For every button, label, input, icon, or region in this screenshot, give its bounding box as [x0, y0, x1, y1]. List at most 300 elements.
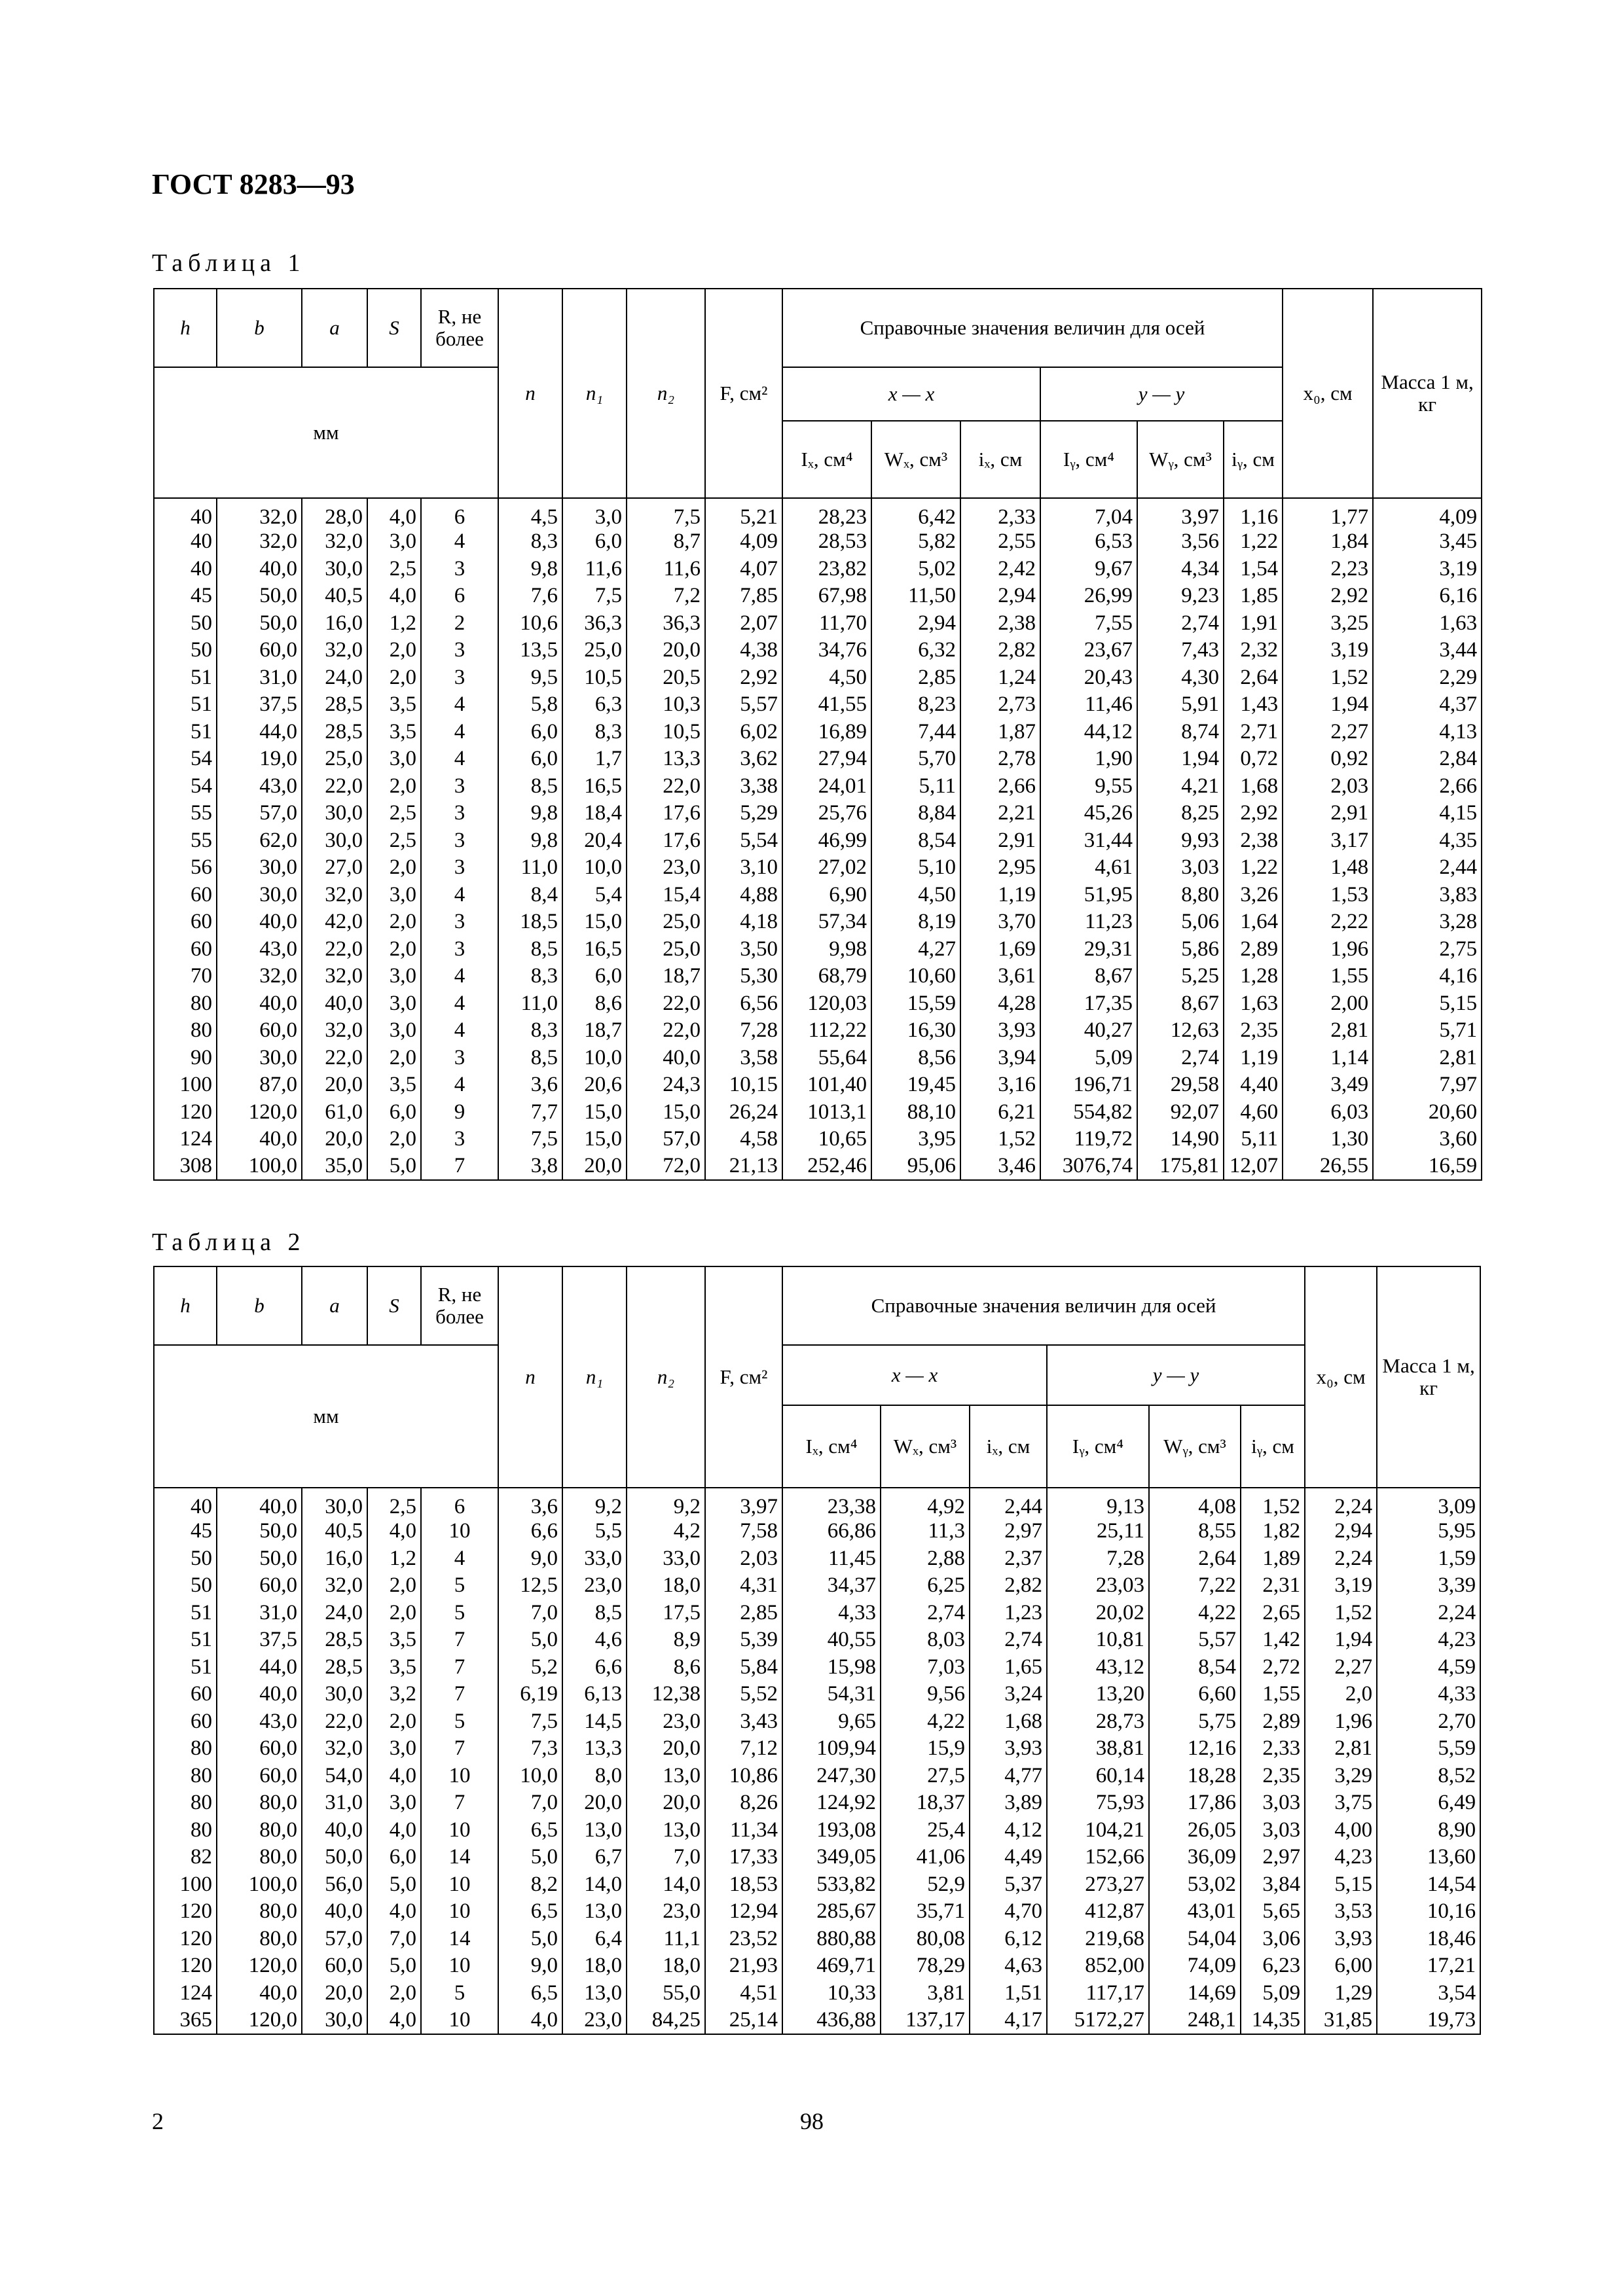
table-cell: 20,5 — [627, 664, 705, 692]
table-cell: 26,99 — [1040, 583, 1137, 610]
table-cell: 9,8 — [498, 827, 562, 855]
table-cell: 15,98 — [782, 1654, 881, 1681]
table-cell: 3,26 — [1224, 882, 1283, 909]
table-cell: 15,59 — [871, 990, 960, 1018]
table-cell: 11,6 — [627, 556, 705, 583]
table-cell: 100 — [154, 1071, 217, 1099]
table-cell: 3 — [421, 854, 498, 882]
table-cell: 10,5 — [562, 664, 627, 692]
page-number-center: 98 — [800, 2108, 824, 2134]
table-cell: 3,0 — [367, 1735, 421, 1763]
table-cell: 26,55 — [1283, 1153, 1373, 1181]
table-cell: 1,94 — [1305, 1626, 1377, 1654]
table-cell: 5,71 — [1373, 1017, 1482, 1045]
table-cell: 1,48 — [1283, 854, 1373, 882]
table-cell: 5,84 — [705, 1654, 782, 1681]
table-row — [154, 1600, 1480, 1627]
table-row — [154, 1735, 1480, 1763]
table-cell: 7,85 — [705, 583, 782, 610]
wy-header: Wᵧ, см³ — [1163, 1434, 1226, 1458]
table-cell: 80 — [154, 1763, 217, 1790]
table-cell: 2,65 — [1241, 1600, 1305, 1627]
table-row — [154, 1844, 1480, 1871]
table-cell: 17,35 — [1040, 990, 1137, 1018]
r-header: R, не более — [435, 1282, 484, 1328]
table-cell: 3,09 — [1377, 1488, 1480, 1518]
table-cell: 80,08 — [881, 1926, 970, 1953]
x-axis-header: x — x — [888, 382, 935, 405]
table-cell: 1,7 — [562, 745, 627, 773]
table-cell: 6,5 — [498, 1898, 562, 1926]
table-cell: 7 — [421, 1789, 498, 1817]
table-cell: 11,0 — [498, 990, 562, 1018]
table-cell: 29,31 — [1040, 936, 1137, 963]
table-cell: 6,0 — [562, 963, 627, 990]
x-axis-header: x — x — [891, 1363, 938, 1386]
table-row — [154, 745, 1482, 773]
table-cell: 80,0 — [217, 1844, 302, 1871]
table-row — [154, 1763, 1480, 1790]
table-cell: 2,03 — [1283, 773, 1373, 800]
table-cell: 2,95 — [960, 854, 1040, 882]
table-cell: 8,03 — [881, 1626, 970, 1654]
table-cell: 31,44 — [1040, 827, 1137, 855]
table-cell: 6,3 — [562, 691, 627, 719]
table-cell: 3,0 — [367, 745, 421, 773]
table-cell: 219,68 — [1047, 1926, 1149, 1953]
table-cell: 6,0 — [562, 528, 627, 556]
table-cell: 2,0 — [1305, 1681, 1377, 1708]
table-cell: 50 — [154, 1572, 217, 1600]
n-header: n — [525, 381, 536, 404]
table-cell: 13,0 — [562, 1898, 627, 1926]
table-cell: 60,0 — [217, 1572, 302, 1600]
table-cell: 11,6 — [562, 556, 627, 583]
table-cell: 40,0 — [302, 1817, 367, 1844]
n1-header: n₁ — [585, 381, 604, 404]
table-cell: 6,7 — [562, 1844, 627, 1871]
table-cell: 25,0 — [627, 908, 705, 936]
table-cell: 4 — [421, 1017, 498, 1045]
table-cell: 3,6 — [498, 1488, 562, 1518]
table-cell: 5,25 — [1137, 963, 1224, 990]
table-cell: 40 — [154, 498, 217, 528]
table-cell: 60,0 — [217, 1763, 302, 1790]
table-cell: 1,96 — [1283, 936, 1373, 963]
table-cell: 5,11 — [871, 773, 960, 800]
table-cell: 34,76 — [782, 637, 871, 664]
table-cell: 14 — [421, 1926, 498, 1953]
table-cell: 5,39 — [705, 1626, 782, 1654]
wx-header: Wₓ, см³ — [884, 447, 948, 471]
table-cell: 5,70 — [871, 745, 960, 773]
table-cell: 20,0 — [302, 1126, 367, 1153]
table-cell: 3,53 — [1305, 1898, 1377, 1926]
table-cell: 1,19 — [1224, 1045, 1283, 1072]
table-cell: 4 — [421, 963, 498, 990]
table-cell: 60 — [154, 908, 217, 936]
table-cell: 3,03 — [1241, 1817, 1305, 1844]
table-cell: 2,64 — [1149, 1545, 1241, 1573]
table-cell: 252,46 — [782, 1153, 871, 1181]
table-cell: 24,3 — [627, 1071, 705, 1099]
table-row — [154, 936, 1482, 963]
table-cell: 12,63 — [1137, 1017, 1224, 1045]
table-cell: 28,53 — [782, 528, 871, 556]
table-cell: 8,54 — [871, 827, 960, 855]
table-cell: 2,0 — [367, 773, 421, 800]
table-cell: 20,0 — [627, 1735, 705, 1763]
table-cell: 20,6 — [562, 1071, 627, 1099]
table-cell: 32,0 — [217, 528, 302, 556]
table-cell: 6,42 — [871, 498, 960, 528]
table-cell: 10,16 — [1377, 1898, 1480, 1926]
table-cell: 1,68 — [1224, 773, 1283, 800]
table-cell: 349,05 — [782, 1844, 881, 1871]
table-cell: 15,4 — [627, 882, 705, 909]
table-cell: 40,0 — [217, 556, 302, 583]
table-cell: 23,38 — [782, 1488, 881, 1518]
table-cell: 3 — [421, 936, 498, 963]
table-cell: 4,33 — [782, 1600, 881, 1627]
table-cell: 36,3 — [627, 610, 705, 637]
table-cell: 412,87 — [1047, 1898, 1149, 1926]
table-cell: 15,0 — [562, 908, 627, 936]
table-cell: 2,0 — [367, 1600, 421, 1627]
table-row — [154, 1545, 1480, 1573]
table-cell: 40,0 — [217, 908, 302, 936]
table-cell: 3,97 — [705, 1488, 782, 1518]
table-cell: 10 — [421, 1952, 498, 1980]
table-cell: 38,81 — [1047, 1735, 1149, 1763]
table-row — [154, 1488, 1480, 1518]
table-cell: 3,25 — [1283, 610, 1373, 637]
table-cell: 1,22 — [1224, 528, 1283, 556]
table-cell: 32,0 — [302, 1735, 367, 1763]
table-cell: 273,27 — [1047, 1871, 1149, 1899]
table-cell: 25,4 — [881, 1817, 970, 1844]
table-cell: 3,5 — [367, 1071, 421, 1099]
table-cell: 2,5 — [367, 556, 421, 583]
table-cell: 3,93 — [970, 1735, 1047, 1763]
table-cell: 2,74 — [1137, 1045, 1224, 1072]
table-cell: 10,5 — [627, 719, 705, 746]
table-cell: 2,24 — [1305, 1488, 1377, 1518]
table-cell: 50,0 — [217, 1545, 302, 1573]
table-cell: 14 — [421, 1844, 498, 1871]
table-cell: 7,5 — [498, 1708, 562, 1736]
table-cell: 9,0 — [498, 1952, 562, 1980]
table-cell: 365 — [154, 2007, 217, 2034]
table-cell: 44,0 — [217, 1654, 302, 1681]
table-cell: 15,9 — [881, 1735, 970, 1763]
table-cell: 32,0 — [302, 1017, 367, 1045]
table-cell: 7,03 — [881, 1654, 970, 1681]
table-cell: 1,22 — [1224, 854, 1283, 882]
b-header: b — [254, 315, 264, 339]
table-cell: 4,31 — [705, 1572, 782, 1600]
y-axis-header: y — y — [1138, 382, 1185, 405]
table-cell: 45 — [154, 1518, 217, 1545]
table-cell: 7,22 — [1149, 1572, 1241, 1600]
table-row — [154, 637, 1482, 664]
table-cell: 4,0 — [367, 498, 421, 528]
table-cell: 28,5 — [302, 719, 367, 746]
table-cell: 2,82 — [960, 637, 1040, 664]
table-cell: 4,22 — [1149, 1600, 1241, 1627]
table-cell: 18,0 — [627, 1952, 705, 1980]
table-cell: 80 — [154, 990, 217, 1018]
table-cell: 13,0 — [562, 1817, 627, 1844]
table-cell: 42,0 — [302, 908, 367, 936]
table-cell: 5,09 — [1241, 1980, 1305, 2007]
table-cell: 22,0 — [302, 936, 367, 963]
table-cell: 4 — [421, 691, 498, 719]
table-cell: 57,0 — [627, 1126, 705, 1153]
table-cell: 2,33 — [1241, 1735, 1305, 1763]
table-row — [154, 854, 1482, 882]
table-cell: 3,93 — [960, 1017, 1040, 1045]
table-cell: 120 — [154, 1898, 217, 1926]
table-cell: 18,46 — [1377, 1926, 1480, 1953]
table-cell: 40 — [154, 556, 217, 583]
wy-header: Wᵧ, см³ — [1149, 447, 1212, 471]
table-cell: 18,53 — [705, 1871, 782, 1899]
table-cell: 1,14 — [1283, 1045, 1373, 1072]
table-cell: 4,2 — [627, 1518, 705, 1545]
table-cell: 3,97 — [1137, 498, 1224, 528]
table-row — [154, 1980, 1480, 2007]
table-cell: 8,52 — [1377, 1763, 1480, 1790]
table-cell: 28,73 — [1047, 1708, 1149, 1736]
x0-header: x₀, см — [1303, 381, 1353, 404]
table-cell: 2,38 — [960, 610, 1040, 637]
table-row — [154, 1153, 1482, 1181]
table-cell: 11,3 — [881, 1518, 970, 1545]
table-cell: 28,5 — [302, 691, 367, 719]
table-cell: 40,55 — [782, 1626, 881, 1654]
table-cell: 4 — [421, 719, 498, 746]
y-axis-header: y — y — [1152, 1363, 1199, 1386]
table-cell: 31,0 — [217, 664, 302, 692]
table-cell: 30,0 — [302, 1488, 367, 1518]
table-cell: 5172,27 — [1047, 2007, 1149, 2034]
table-cell: 19,0 — [217, 745, 302, 773]
table-cell: 3,2 — [367, 1681, 421, 1708]
table-cell: 1,52 — [1283, 664, 1373, 692]
table-cell: 6,32 — [871, 637, 960, 664]
table-cell: 8,3 — [562, 719, 627, 746]
table-cell: 6,53 — [1040, 528, 1137, 556]
table-cell: 9,93 — [1137, 827, 1224, 855]
table-cell: 2,5 — [367, 1488, 421, 1518]
table-cell: 2,33 — [960, 498, 1040, 528]
table-cell: 101,40 — [782, 1071, 871, 1099]
table-cell: 13,3 — [562, 1735, 627, 1763]
table-cell: 7,55 — [1040, 610, 1137, 637]
table-cell: 30,0 — [217, 882, 302, 909]
table-cell: 9,55 — [1040, 773, 1137, 800]
table-cell: 68,79 — [782, 963, 871, 990]
table-cell: 18,0 — [627, 1572, 705, 1600]
table-cell: 40,0 — [217, 1488, 302, 1518]
table-row — [154, 2007, 1480, 2034]
table1 — [153, 288, 1482, 1181]
table-cell: 8,5 — [498, 1045, 562, 1072]
table-row — [154, 1071, 1482, 1099]
table2 — [153, 1266, 1481, 2035]
page-number-left: 2 — [152, 2108, 164, 2134]
table-cell: 100,0 — [217, 1153, 302, 1181]
table-cell: 3,43 — [705, 1708, 782, 1736]
table-cell: 7,12 — [705, 1735, 782, 1763]
x0-header: x₀, см — [1316, 1365, 1366, 1388]
table-cell: 3,70 — [960, 908, 1040, 936]
table-cell: 74,09 — [1149, 1952, 1241, 1980]
table-cell: 4,18 — [705, 908, 782, 936]
table-cell: 27,94 — [782, 745, 871, 773]
table-cell: 3 — [421, 1045, 498, 1072]
table-cell: 4,23 — [1377, 1626, 1480, 1654]
table-cell: 16,0 — [302, 610, 367, 637]
table-row — [154, 1017, 1482, 1045]
table-cell: 2,35 — [1241, 1763, 1305, 1790]
table-cell: 5,15 — [1305, 1871, 1377, 1899]
table-cell: 1,19 — [960, 882, 1040, 909]
table-cell: 4,0 — [498, 2007, 562, 2034]
table-cell: 1,64 — [1224, 908, 1283, 936]
table-cell: 2,0 — [367, 854, 421, 882]
table-cell: 5,54 — [705, 827, 782, 855]
n2-header: n₂ — [657, 381, 675, 404]
table-cell: 51,95 — [1040, 882, 1137, 909]
table-cell: 20,0 — [562, 1789, 627, 1817]
table-cell: 1,59 — [1377, 1545, 1480, 1573]
table-cell: 25,76 — [782, 800, 871, 827]
table-cell: 3,39 — [1377, 1572, 1480, 1600]
table-cell: 11,1 — [627, 1926, 705, 1953]
table-cell: 2,21 — [960, 800, 1040, 827]
s-header: S — [389, 1293, 399, 1317]
table-cell: 4,08 — [1149, 1488, 1241, 1518]
table-cell: 2,74 — [970, 1626, 1047, 1654]
table-cell: 120,0 — [217, 1099, 302, 1126]
table-cell: 7,58 — [705, 1518, 782, 1545]
table-cell: 28,23 — [782, 498, 871, 528]
table-cell: 10 — [421, 1817, 498, 1844]
table-cell: 8,9 — [627, 1626, 705, 1654]
table-cell: 31,0 — [302, 1789, 367, 1817]
table-cell: 20,4 — [562, 827, 627, 855]
table-cell: 7,6 — [498, 583, 562, 610]
table-cell: 50,0 — [217, 1518, 302, 1545]
table-cell: 3,46 — [960, 1153, 1040, 1181]
table-cell: 22,0 — [627, 773, 705, 800]
table-cell: 2,0 — [367, 1980, 421, 2007]
table-cell: 10 — [421, 1518, 498, 1545]
table-cell: 3,62 — [705, 745, 782, 773]
table-cell: 3,50 — [705, 936, 782, 963]
table-cell: 469,71 — [782, 1952, 881, 1980]
table-cell: 60,0 — [217, 1735, 302, 1763]
table-cell: 7,28 — [1047, 1545, 1149, 1573]
table-cell: 152,66 — [1047, 1844, 1149, 1871]
table-cell: 3,17 — [1283, 827, 1373, 855]
table-cell: 3,6 — [498, 1071, 562, 1099]
table-cell: 3,94 — [960, 1045, 1040, 1072]
table-cell: 46,99 — [782, 827, 871, 855]
table-cell: 13,3 — [627, 745, 705, 773]
table-cell: 1,90 — [1040, 745, 1137, 773]
table-row — [154, 773, 1482, 800]
table-cell: 7,28 — [705, 1017, 782, 1045]
table-cell: 436,88 — [782, 2007, 881, 2034]
table-cell: 17,33 — [705, 1844, 782, 1871]
table-cell: 6,03 — [1283, 1099, 1373, 1126]
table-cell: 31,85 — [1305, 2007, 1377, 2034]
table-cell: 17,6 — [627, 800, 705, 827]
table-cell: 2,92 — [705, 664, 782, 692]
table-cell: 9,5 — [498, 664, 562, 692]
table-cell: 51 — [154, 719, 217, 746]
a-header: a — [329, 1293, 340, 1317]
table-cell: 4,51 — [705, 1980, 782, 2007]
table-cell: 30,0 — [302, 800, 367, 827]
table-cell: 10 — [421, 1871, 498, 1899]
table-cell: 5 — [421, 1708, 498, 1736]
table-cell: 5,65 — [1241, 1898, 1305, 1926]
table-cell: 193,08 — [782, 1817, 881, 1844]
table-cell: 57,0 — [217, 800, 302, 827]
table-cell: 3 — [421, 664, 498, 692]
table-cell: 2,66 — [960, 773, 1040, 800]
table-cell: 7,97 — [1373, 1071, 1482, 1099]
table-cell: 56 — [154, 854, 217, 882]
table-cell: 14,35 — [1241, 2007, 1305, 2034]
table-cell: 3,03 — [1241, 1789, 1305, 1817]
table-cell: 2,84 — [1373, 745, 1482, 773]
table-cell: 120 — [154, 1952, 217, 1980]
b-header: b — [254, 1293, 264, 1317]
table-cell: 3,56 — [1137, 528, 1224, 556]
table-cell: 67,98 — [782, 583, 871, 610]
table-cell: 4,37 — [1373, 691, 1482, 719]
table-cell: 23,67 — [1040, 637, 1137, 664]
table-cell: 6,0 — [498, 719, 562, 746]
document-title: ГОСТ 8283—93 — [152, 168, 355, 200]
table-cell: 32,0 — [302, 1572, 367, 1600]
mass-header: Масса 1 м, кг — [1382, 1354, 1475, 1399]
table-row — [154, 583, 1482, 610]
table-cell: 3,93 — [1305, 1926, 1377, 1953]
table-cell: 60 — [154, 882, 217, 909]
table-cell: 6,02 — [705, 719, 782, 746]
table-cell: 10,0 — [498, 1763, 562, 1790]
table-cell: 7,43 — [1137, 637, 1224, 664]
table-cell: 3,95 — [871, 1126, 960, 1153]
table-cell: 4,63 — [970, 1952, 1047, 1980]
n2-header: n₂ — [657, 1365, 675, 1388]
table-cell: 55,64 — [782, 1045, 871, 1072]
table-cell: 23,52 — [705, 1926, 782, 1953]
table-cell: 9,23 — [1137, 583, 1224, 610]
table-cell: 2,44 — [970, 1488, 1047, 1518]
table-cell: 4,0 — [367, 1817, 421, 1844]
table-cell: 1,84 — [1283, 528, 1373, 556]
table-cell: 50,0 — [302, 1844, 367, 1871]
table-cell: 16,59 — [1373, 1153, 1482, 1181]
table-cell: 56,0 — [302, 1871, 367, 1899]
